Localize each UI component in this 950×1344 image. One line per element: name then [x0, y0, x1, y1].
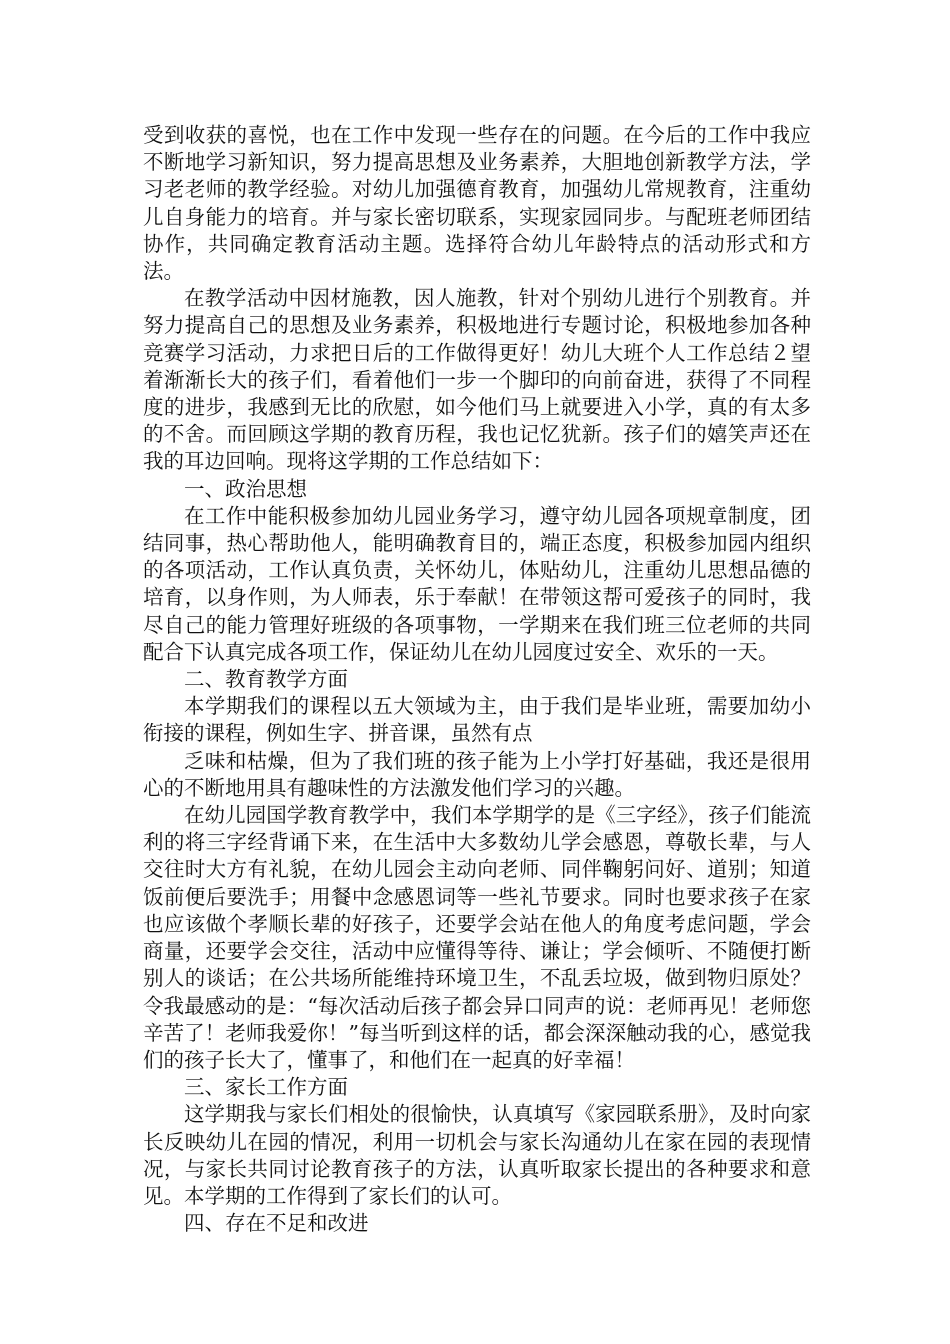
paragraph-teaching-summary: 在教学活动中因材施教，因人施教，针对个别幼儿进行个别教育。并努力提高自己的思想及业务素养，积极地进行专题讨论，积极地参加各种竞赛学习活动，力求把日后的工作做得更好！幼儿大班个人工作总结２望着渐渐长大的孩子们，看着他们一步一个脚印的向前奋进，获得了不同程度的进步，我感到无比的欣慰，如今他们马上就要进入小学，真的有太多的不舍。而回顾这学期的教育历程，我也记忆犹新。孩子们的嬉笑声还在我的耳边回响。现将这学期的工作总结如下： [143, 286, 811, 474]
paragraph-politics: 在工作中能积极参加幼儿园业务学习，遵守幼儿园各项规章制度，团结同事，热心帮助他人，能明确教育目的，端正态度，积极参加园内组织的各项活动，工作认真负责，关怀幼儿，体贴幼儿，注重幼儿思想品德的培育，以身作则，为人师表，乐于奉献！在带领这帮可爱孩子的同时，我尽自己的能力管理好班级的各项事物，一学期来在我们班三位老师的共同配合下认真完成各项工作，保证幼儿在幼儿园度过安全、欢乐的一天。 [143, 503, 811, 664]
section-heading-teaching: 二、教育教学方面 [184, 667, 348, 692]
section-heading-parents: 三、家长工作方面 [184, 1075, 348, 1100]
paragraph-guoxue: 在幼儿园国学教育教学中，我们本学期学的是《三字经》，孩子们能流利的将三字经背诵下来，在生活中大多数幼儿学会感恩，尊敬长辈，与人交往时大方有礼貌，在幼儿园会主动向老师、同伴鞠躬问好、道别；知道饭前便后要洗手；用餐中念感恩词等一些礼节要求。同时也要求孩子在家也应该做个孝顺长辈的好孩子，还要学会站在他人的角度考虑问题，学会商量，还要学会交往，活动中应懂得等待、谦让；学会倾听、不随便打断别人的谈话；在公共场所能维持环境卫生，不乱丢垃圾，做到物归原处？令我最感动的是：“每次活动后孩子都会异口同声的说：老师再见！老师您辛苦了！老师我爱你！”每当听到这样的话，都会深深触动我的心，感觉我们的孩子长大了，懂事了，和他们在一起真的好幸福！ [143, 803, 811, 1072]
document-body [143, 122, 811, 1237]
section-heading-politics: 一、政治思想 [184, 476, 307, 501]
paragraph-curriculum-cont: 乏味和枯燥，但为了我们班的孩子能为上小学打好基础，我还是很用心的不断地用具有趣味性的方法激发他们学习的兴趣。 [143, 748, 811, 800]
section-heading-improvement: 四、存在不足和改进 [184, 1211, 369, 1236]
paragraph-parents: 这学期我与家长们相处的很愉快，认真填写《家园联系册》，及时向家长反映幼儿在园的情况，利用一切机会与家长沟通幼儿在家在园的表现情况，与家长共同讨论教育孩子的方法，认真听取家长提出的各种要求和意见。本学期的工作得到了家长们的认可。 [143, 1102, 811, 1208]
paragraph-continuation: 受到收获的喜悦，也在工作中发现一些存在的问题。在今后的工作中我应不断地学习新知识，努力提高思想及业务素养，大胆地创新教学方法，学习老老师的教学经验。对幼儿加强德育教育，加强幼儿常规教育，注重幼儿自身能力的培育。并与家长密切联系，实现家园同步。与配班老师团结协作，共同确定教育活动主题。选择符合幼儿年龄特点的活动形式和方法。 [143, 123, 811, 284]
paragraph-curriculum: 本学期我们的课程以五大领域为主，由于我们是毕业班，需要加幼小衔接的课程，例如生字、拼音课，虽然有点 [143, 694, 811, 746]
